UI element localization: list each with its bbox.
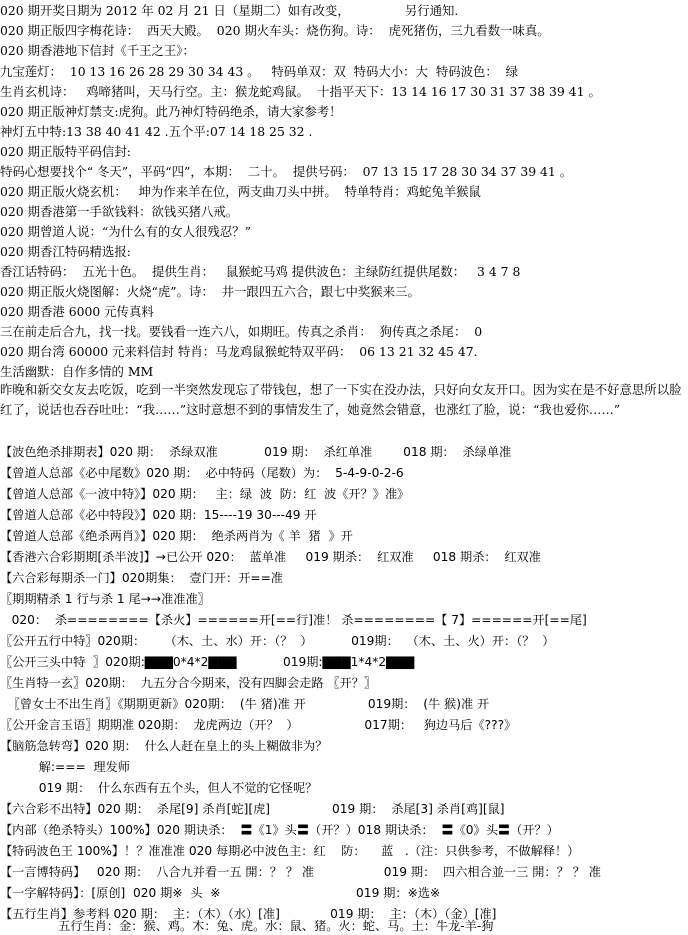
five-zodiac-detail: 五行生肖：金：猴、鸡。木：兔、虎。水：鼠、猪。火：蛇、马。土：牛龙-羊-狗 — [0, 919, 494, 933]
humor-title: 生活幽默：自作多情的 MM — [0, 364, 154, 379]
plum-poem-line: 020 期正版四字梅花诗： 西天大殿。 020 期火车头：烧伤狗。诗： 虎死猪伤，三九看数一味真。 — [0, 23, 550, 38]
one-char-line: 【一字解特码】：[原创] 020 期※ 头 ※ 019 期：※选※ — [0, 886, 441, 900]
envelope-title: 020 期正版特平码信封: — [0, 144, 131, 159]
winter-line: 特码心想要找个“ 冬天”，平码“四”，本期： 二十。 提供号码： 07 13 15 17 28 30 34 37 39 41 。 — [0, 164, 573, 179]
zeng-says-line: 020 期曾道人说：“为什么有的女人很残忍？” — [0, 224, 251, 239]
wave-kill-line: 【波色绝杀排期表】020 期： 杀绿双准 019 期： 杀红单准 018 期： 杀绿单准 — [0, 445, 512, 459]
kill-door-line: 【六合彩每期杀一门】020期集： 壹门开：开==准 — [0, 571, 283, 585]
kill-row-line: 020： 杀========【杀火】======开[==行]准！ 杀========【 7】======开[==尾] — [0, 613, 587, 627]
draw-date-line: 020 期开奖日期为 2012 年 02 月 21 日（星期二）如有改变， 另行通知. — [0, 3, 459, 18]
xiangjiang-title: 020 期香江特码精选报: — [0, 244, 131, 259]
three-heads-line: 〖公开三头中特 〗020期:▇▇▇0*4*2▇▇▇ 019期:▇▇▇1*4*2▇▇▇ — [0, 655, 415, 669]
zodiac-poem-line: 生肖玄机诗： 鸡啼猪叫，天马行空。主：猴龙蛇鸡鼠。 十指平天下：13 14 16 17 30 31 37 38 39 41 。 — [0, 84, 601, 99]
lotus-lamp-line: 九宝莲灯： 10 13 16 26 28 29 30 34 43 。 特码单双：双 特码大小：大 特码波色： 绿 — [0, 64, 519, 79]
riddle-answer: 解:=== 理发师 — [0, 760, 130, 774]
five-elements-line: 〖公开五行中特〗020期： （木、土、水）开：（？ ） 019期： （木、土、火）开：（？ ） — [0, 634, 555, 648]
riddle-next: 019 期： 什么东西有五个头，但人不觉的它怪呢？ — [0, 781, 318, 795]
taiwan-line: 020 期台湾 60000 元来料信封 特肖：马龙鸡鼠猴蛇特双平码： 06 13 21 32 45 47. — [0, 344, 478, 359]
hk-first-hand-line: 020 期香港第一手欲钱料：欲钱买猪八戒。 — [0, 204, 239, 219]
zodiac-mystery-line: 〖生肖特一玄〗020期： 九五分合今期来，没有四脚会走路 〖开？〗 — [0, 676, 377, 690]
golden-words-line: 〖公开金言玉语〗期期准 020期： 龙虎两边（开？ ） 017期： 狗边马后《???》 — [0, 718, 517, 732]
five-zodiac-line: 【五行生肖】参考料 020 期： 主：（木）（水）[准] 019 期： 主：（木）（金）[准] — [0, 907, 497, 921]
five-special-line: 神灯五中特:13 38 40 41 42 .五个平:07 14 18 25 32 . — [0, 124, 313, 139]
tail-number-line: 【曾道人总部《必中尾数》020 期： 必中特码（尾数）为： 5-4-9-0-2-6 — [0, 466, 404, 480]
fire-diagram-line: 020 期正版火烧图解：火烧“虎”。诗： 井一跟四五六合，跟七中奖猴来三。 — [0, 284, 420, 299]
fax-line: 三在前走后合九，找一找。要钱看一连六八，如期旺。传真之杀肖： 狗传真之杀尾： 0 — [0, 324, 483, 339]
wave-king-line: 【特码波色王 100%】！？准准准 020 每期必中波色主：红 防： 蓝 .（注：只供参考，不做解释！） — [0, 844, 580, 858]
two-zodiac-line: 【曾道人总部《绝杀两肖》】020 期： 绝杀两肖为《 羊 猪 》开 — [0, 529, 353, 543]
one-wave-line: 【曾道人总部《一波中特》】020 期： 主：绿 波 防：红 波《开？》准》 — [0, 487, 410, 501]
internal-kill-line: 【内部（绝杀特头）100%】020 期诀杀： 〓《1》头〓（开？）018 期诀杀： 〓《0》头〓（开？） — [0, 823, 559, 837]
ms-zeng-line: 〖曾女士不出生肖〗《期期更新》020期： (牛 猪)准 开 019期： (牛 猴)准 开 — [0, 697, 490, 711]
fax-title: 020 期香港 6000 元传真料 — [0, 304, 154, 319]
xiangjiang-line: 香江话特码： 五光十色。 提供生肖： 鼠猴蛇马鸡 提供波色：主绿防红提供尾数： 3 4 7 8 — [0, 264, 521, 279]
one-word-bet-line: 【一言博特码】 020 期： 八合九并看一五 開：？ ？ 准 019 期： 四六相合並一三 開：？ ？ 准 — [0, 865, 601, 879]
kill-row-title: 〖期期精杀 1 行与杀 1 尾→→准准准〗 — [0, 592, 210, 606]
humor-paragraph: 昨晚和新交女友去吃饭，吃到一半突然发现忘了带钱包，想了一下实在没办法，只好向女友开口。因为实在是不好意思所以脸红了，说话也吞吞吐吐：“我……”这时意想不到的事情发生了，她竟然会错意，也涨红了脸，说：“我也爱你……” — [0, 382, 682, 417]
fire-mystery-line: 020 期正版火烧玄机： 坤为作来羊在位，两支曲刀头中拼。 特单特肖：鸡蛇兔羊猴鼠 — [0, 184, 481, 199]
segment-line: 【曾道人总部《必中特段》】020 期：15----19 30---49 开 — [0, 508, 317, 522]
half-wave-line: 【香港六合彩期期[杀半波]】→已公开 020： 蓝单准 019 期杀： 红双准 018 期杀： 红双准 — [0, 550, 541, 564]
god-lamp-line: 020 期正版神灯禁支:虎狗。此乃神灯特码绝杀，请大家参考！ — [0, 104, 342, 119]
no-special-line: 【六合彩不出特】020 期： 杀尾[9] 杀肖[蛇][虎] 019 期： 杀尾[3] 杀肖[鸡][鼠] — [0, 802, 505, 816]
riddle-line: 【脑筋急转弯】020 期： 什么人赶在皇上的头上糊做非为？ — [0, 739, 328, 753]
hk-envelope-title: 020 期香港地下信封《千王之王》： — [0, 43, 195, 58]
